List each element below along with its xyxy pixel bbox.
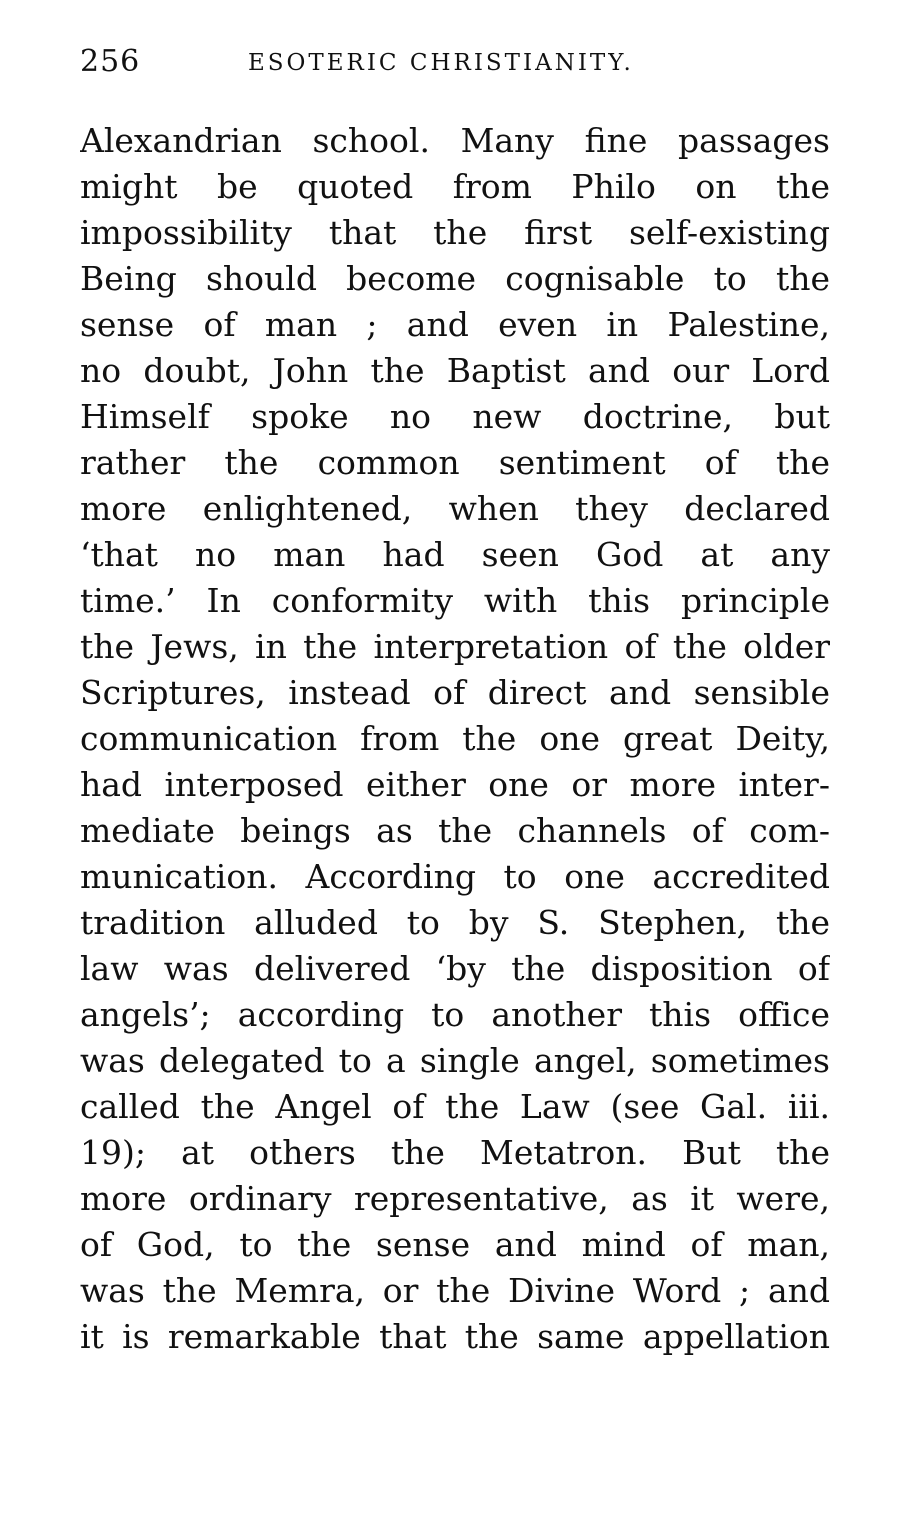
text-line: Alexandrian school. Many fine passages (80, 121, 830, 160)
text-line: of God, to the sense and mind of man, (80, 1225, 830, 1264)
text-line: communication from the one great Deity, (80, 719, 830, 758)
body-text (80, 118, 830, 1360)
text-line: sense of man ; and even in Palestine, (80, 305, 830, 344)
text-line: law was delivered ‘by the disposition of (80, 949, 830, 988)
text-line: time.’ In conformity with this principle (80, 581, 830, 620)
text-line: more ordinary representative, as it were, (80, 1179, 830, 1218)
text-line: Himself spoke no new doctrine, but (80, 397, 830, 436)
text-line: more enlightened, when they declared (80, 489, 830, 528)
text-line: impossibility that the first self-existing (80, 213, 830, 252)
text-line: the Jews, in the interpretation of the older (80, 627, 830, 666)
page-number: 256 (80, 44, 141, 79)
text-line: no doubt, John the Baptist and our Lord (80, 351, 830, 390)
text-line: was delegated to a single angel, sometimes (80, 1041, 830, 1080)
running-header (80, 44, 820, 84)
text-line: it is remarkable that the same appellation (80, 1317, 830, 1356)
text-line: Scriptures, instead of direct and sensible (80, 673, 830, 712)
text-line: ‘that no man had seen God at any (80, 535, 830, 574)
text-line: tradition alluded to by S. Stephen, the (80, 903, 830, 942)
text-line: angels’; according to another this office (80, 995, 830, 1034)
text-line: might be quoted from Philo on the (80, 167, 830, 206)
text-line: had interposed either one or more inter- (80, 765, 830, 804)
text-line: Being should become cognisable to the (80, 259, 830, 298)
text-line: rather the common sentiment of the (80, 443, 830, 482)
text-line: called the Angel of the Law (see Gal. iii. (80, 1087, 830, 1126)
text-line: mediate beings as the channels of com- (80, 811, 830, 850)
text-line: munication. According to one accredited (80, 857, 830, 896)
running-title: ESOTERIC CHRISTIANITY. (248, 50, 634, 76)
text-line: was the Memra, or the Divine Word ; and (80, 1271, 830, 1310)
text-line: 19); at others the Metatron. But the (80, 1133, 830, 1172)
